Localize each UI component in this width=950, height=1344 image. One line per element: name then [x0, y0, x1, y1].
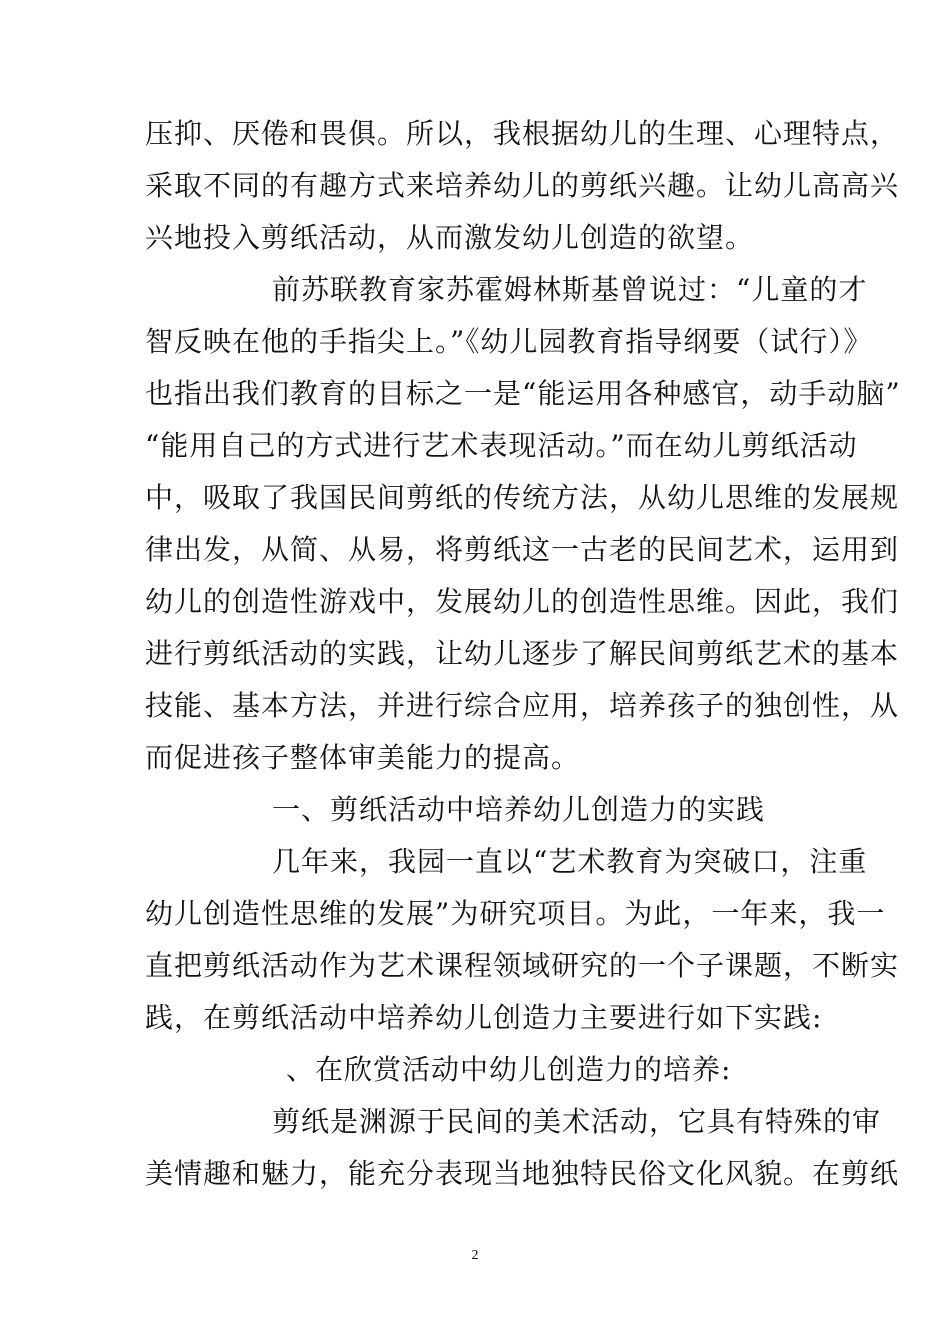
paragraph-start: 前苏联教育家苏霍姆林斯基曾说过：“儿童的才: [272, 273, 868, 306]
text-line: 幼儿的创造性游戏中，发展幼儿的创造性思维。因此，我们: [145, 585, 900, 618]
text-line: 也指出我们教育的目标之一是“能运用各种感官，动手动脑”: [145, 377, 901, 410]
text-line: 压抑、厌倦和畏俱。所以，我根据幼儿的生理、心理特点，: [145, 117, 900, 150]
text-line: 践，在剪纸活动中培养幼儿创造力主要进行如下实践:: [145, 1001, 823, 1034]
section-heading: 一、剪纸活动中培养幼儿创造力的实践: [272, 793, 766, 826]
page-number: 2: [471, 1248, 479, 1263]
text-line: 律出发，从简、从易，将剪纸这一古老的民间艺术，运用到: [145, 533, 900, 566]
text-line: 智反映在他的手指尖上。”《幼儿园教育指导纲要（试行）》: [145, 325, 873, 358]
text-line: 兴地投入剪纸活动，从而激发幼儿创造的欲望。: [145, 221, 755, 254]
text-line: 进行剪纸活动的实践，让幼儿逐步了解民间剪纸艺术的基本: [145, 637, 900, 670]
paragraph-start: 剪纸是渊源于民间的美术活动，它具有特殊的审: [272, 1105, 882, 1138]
text-line: 采取不同的有趣方式来培养幼儿的剪纸兴趣。让幼儿高高兴: [145, 169, 900, 202]
text-line: 而促进孩子整体审美能力的提高。: [145, 741, 581, 774]
paragraph-start: 几年来，我园一直以“艺术教育为突破口，注重: [272, 845, 868, 878]
text-line: “能用自己的方式进行艺术表现活动。”而在幼儿剪纸活动: [145, 429, 858, 462]
text-line: 中，吸取了我国民间剪纸的传统方法，从幼儿思维的发展规: [145, 481, 900, 514]
subsection-heading: 、在欣赏活动中幼儿创造力的培养:: [286, 1053, 732, 1086]
text-line: 美情趣和魅力，能充分表现当地独特民俗文化风貌。在剪纸: [145, 1157, 900, 1190]
text-line: 幼儿创造性思维的发展”为研究项目。为此，一年来，我一: [145, 897, 886, 930]
text-line: 直把剪纸活动作为艺术课程领域研究的一个子课题，不断实: [145, 949, 900, 982]
text-line: 技能、基本方法，并进行综合应用，培养孩子的独创性，从: [145, 689, 900, 722]
